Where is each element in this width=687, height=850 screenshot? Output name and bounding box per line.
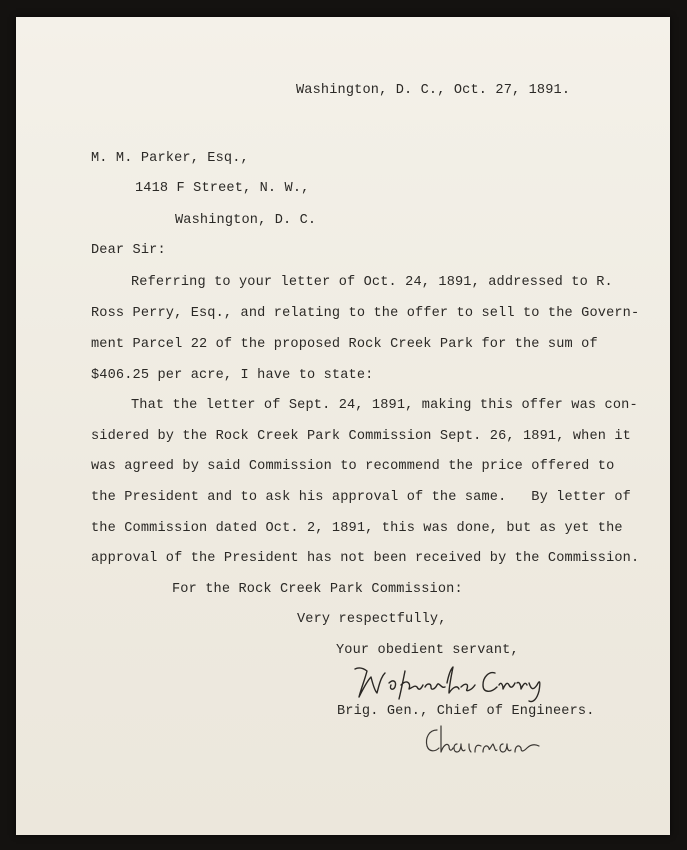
recipient-street: 1418 F Street, N. W., [135, 181, 310, 196]
paragraph2-line: was agreed by said Commission to recommend the price offered to [91, 459, 615, 474]
paragraph1-line: Referring to your letter of Oct. 24, 1891, addressed to R. [131, 275, 613, 290]
salutation: Dear Sir: [91, 243, 166, 258]
paragraph1-line: $406.25 per acre, I have to state: [91, 368, 374, 383]
handwritten-signature [349, 659, 559, 709]
closing-for-line: For the Rock Creek Park Commission: [172, 582, 463, 597]
closing-servant: Your obedient servant, [336, 643, 519, 658]
paragraph2-line: approval of the President has not been received by the Commission. [91, 551, 640, 566]
paragraph1-line: ment Parcel 22 of the proposed Rock Creek Park for the sum of [91, 337, 598, 352]
handwritten-chairman [421, 722, 551, 763]
paragraph1-line: Ross Perry, Esq., and relating to the offer to sell to the Govern- [91, 306, 640, 321]
recipient-name: M. M. Parker, Esq., [91, 151, 249, 166]
closing-respectfully: Very respectfully, [297, 612, 447, 627]
paragraph2-line: That the letter of Sept. 24, 1891, making this offer was con- [131, 398, 638, 413]
paragraph2-line: the President and to ask his approval of the same. By letter of [91, 490, 631, 505]
paragraph2-line: the Commission dated Oct. 2, 1891, this was done, but as yet the [91, 521, 623, 536]
recipient-city: Washington, D. C. [175, 213, 317, 228]
dateline: Washington, D. C., Oct. 27, 1891. [296, 83, 571, 98]
closing-title: Brig. Gen., Chief of Engineers. [337, 704, 595, 719]
paragraph2-line: sidered by the Rock Creek Park Commission Sept. 26, 1891, when it [91, 429, 631, 444]
letter-page [16, 17, 670, 835]
